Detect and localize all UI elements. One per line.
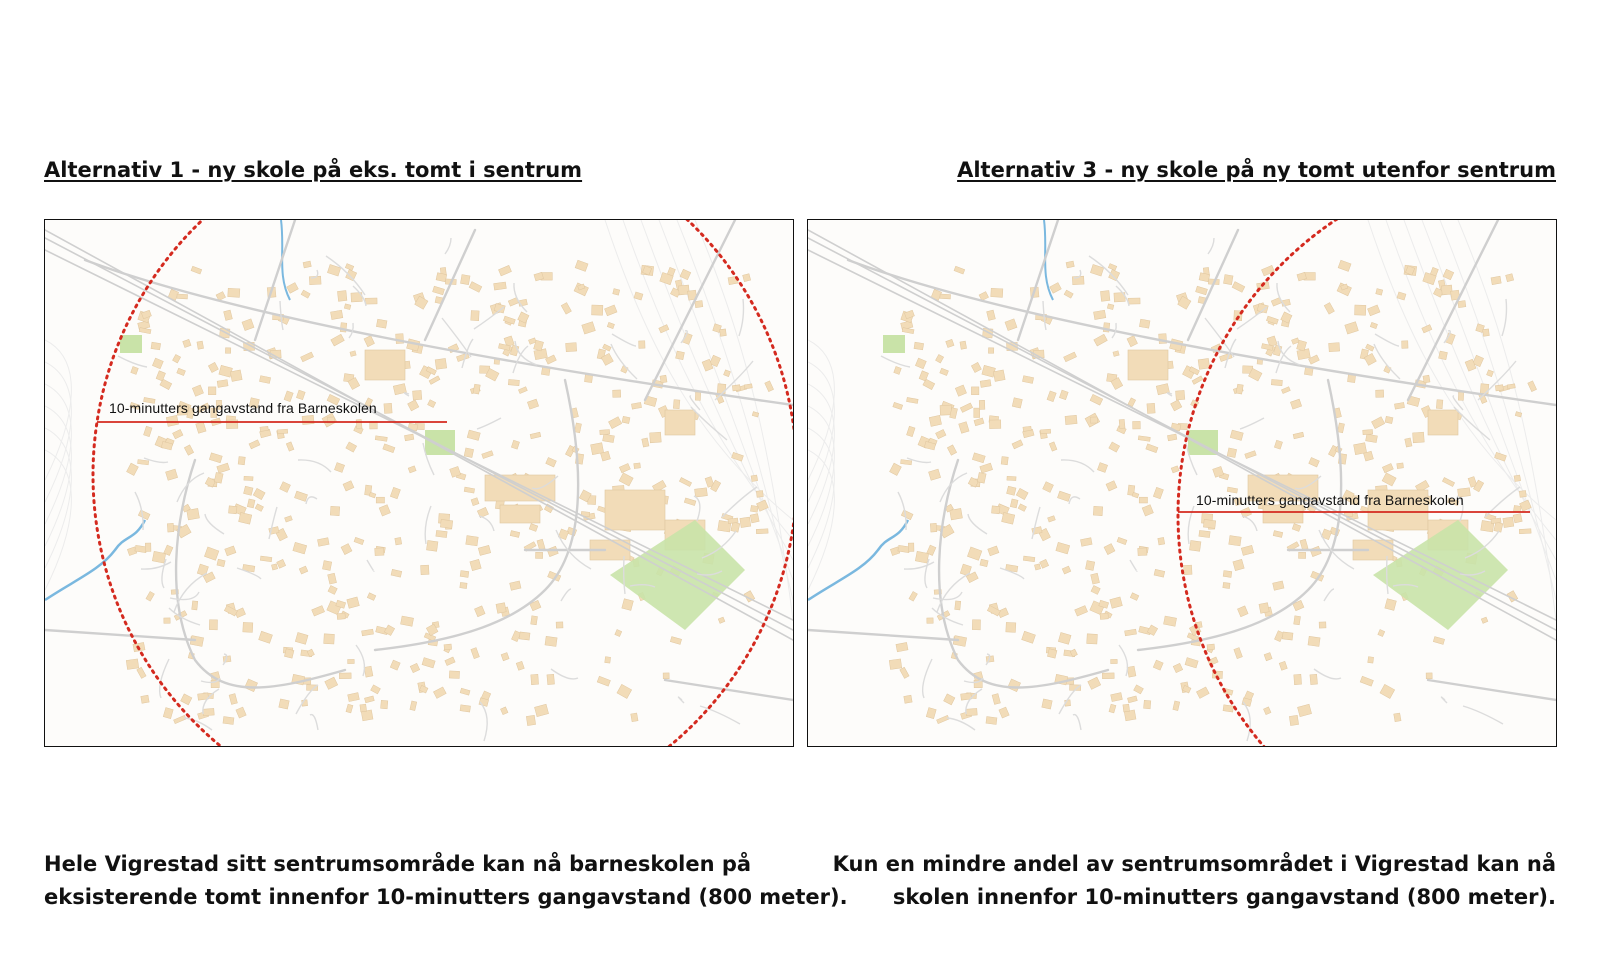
caption-line: skolen innenfor 10-minutters gangavstand (800 meter). xyxy=(892,885,1556,909)
road xyxy=(808,630,958,640)
park xyxy=(883,335,905,353)
building xyxy=(605,490,665,530)
road xyxy=(1428,680,1556,700)
map-base-alternative-3 xyxy=(808,220,1556,746)
building xyxy=(665,410,695,435)
caption-line: eksisterende tomt innenfor 10-minutters gangavstand (800 meter). xyxy=(44,885,848,909)
caption-alternative-1 xyxy=(44,848,848,914)
map-panel-alternative-3 xyxy=(807,219,1557,747)
building xyxy=(1128,350,1168,380)
map-base-alternative-1 xyxy=(45,220,793,746)
stream xyxy=(45,520,145,600)
road xyxy=(1408,220,1498,400)
walking-radius-label: 10-minutters gangavstand fra Barneskolen xyxy=(1196,492,1464,508)
road xyxy=(665,680,793,700)
caption-line: Hele Vigrestad sitt sentrumsområde kan nå barneskolen på xyxy=(44,852,752,876)
sports-field xyxy=(610,520,745,630)
road xyxy=(45,630,195,640)
road xyxy=(1018,220,1058,340)
alternative-1-heading: Alternativ 1 - ny skole på eks. tomt i sentrum xyxy=(44,158,583,182)
park xyxy=(120,335,142,353)
road xyxy=(645,220,735,400)
building xyxy=(1428,410,1458,435)
walking-radius-label: 10-minutters gangavstand fra Barneskolen xyxy=(109,400,377,416)
map-features xyxy=(45,220,793,741)
caption-alternative-3 xyxy=(833,848,1556,914)
sports-field xyxy=(1373,520,1508,630)
map-panel-alternative-1 xyxy=(44,219,794,747)
alternative-3-heading: Alternativ 3 - ny skole på ny tomt utenfor sentrum xyxy=(957,158,1556,182)
building xyxy=(365,350,405,380)
road xyxy=(255,220,295,340)
stream xyxy=(808,520,908,600)
map-features xyxy=(808,220,1556,741)
walking-radius-circle xyxy=(1178,220,1556,746)
caption-line: Kun en mindre andel av sentrumsområdet i Vigrestad kan nå xyxy=(832,852,1556,876)
building xyxy=(500,505,540,523)
